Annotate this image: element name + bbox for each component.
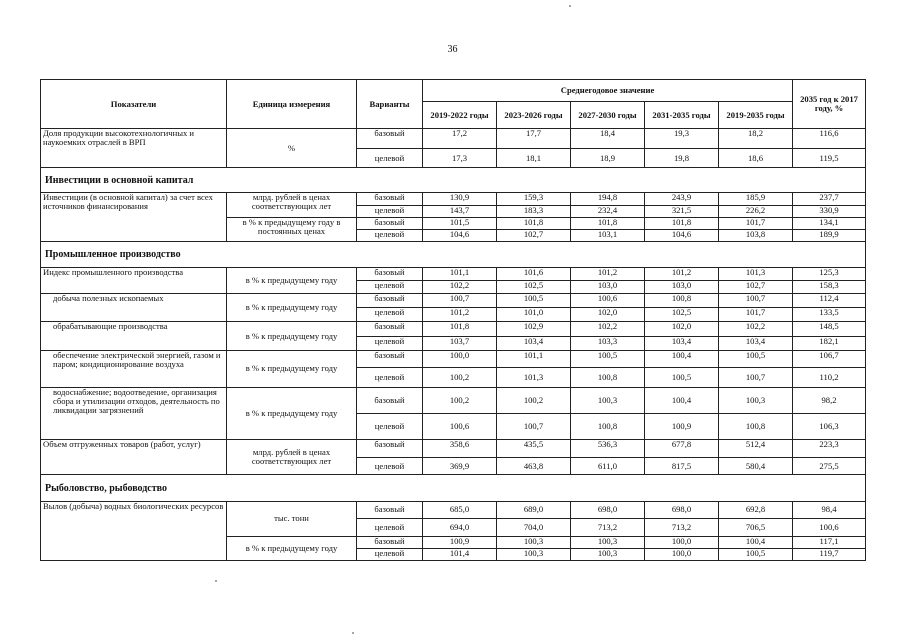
value-cell: 103,1	[571, 229, 645, 241]
table-row	[41, 440, 866, 457]
value-cell: 223,3	[793, 440, 866, 457]
value-cell: 713,2	[645, 519, 719, 536]
value-cell: 100,7	[719, 294, 793, 308]
section-row	[41, 168, 866, 193]
value-cell: 101,3	[719, 267, 793, 280]
unit-cell: в % к предыдущему году	[227, 267, 357, 293]
header-average: Среднегодовое значение	[423, 80, 793, 102]
value-cell: 100,3	[719, 387, 793, 413]
header-indicators: Показатели	[41, 80, 227, 129]
unit-cell: млрд. рублей в ценах соответствующих лет	[227, 440, 357, 475]
value-cell: 692,8	[719, 501, 793, 518]
value-cell: 18,2	[719, 129, 793, 149]
value-cell: 321,5	[645, 205, 719, 217]
value-cell: 18,4	[571, 129, 645, 149]
variant-cell: базовый	[357, 536, 423, 548]
variant-cell: целевой	[357, 205, 423, 217]
value-cell: 580,4	[719, 457, 793, 474]
value-cell: 100,3	[571, 387, 645, 413]
value-cell: 689,0	[497, 501, 571, 518]
value-cell: 102,2	[719, 322, 793, 336]
unit-cell: %	[227, 129, 357, 168]
value-cell: 102,2	[571, 322, 645, 336]
value-cell: 103,4	[719, 336, 793, 350]
value-cell: 102,5	[645, 308, 719, 322]
value-cell: 103,0	[645, 280, 719, 293]
value-cell: 100,9	[423, 536, 497, 548]
unit-cell: в % к предыдущему году в постоянных ценах	[227, 217, 357, 241]
table-row	[41, 129, 866, 149]
value-cell: 102,7	[497, 229, 571, 241]
value-cell: 100,5	[719, 548, 793, 560]
value-cell: 19,3	[645, 129, 719, 149]
value-cell: 100,5	[571, 350, 645, 367]
value-cell: 100,4	[645, 387, 719, 413]
value-cell: 103,4	[645, 336, 719, 350]
value-cell: 100,8	[571, 368, 645, 388]
forecast-table	[40, 79, 866, 561]
value-cell: 100,6	[793, 519, 866, 536]
value-cell: 100,0	[645, 548, 719, 560]
value-cell: 133,5	[793, 308, 866, 322]
value-cell: 698,0	[571, 501, 645, 518]
value-cell: 100,2	[497, 387, 571, 413]
variant-cell: целевой	[357, 229, 423, 241]
value-cell: 101,1	[497, 350, 571, 367]
row-label: обрабатывающие производства	[41, 322, 227, 350]
value-cell: 677,8	[645, 440, 719, 457]
value-cell: 101,2	[645, 267, 719, 280]
value-cell: 101,4	[423, 548, 497, 560]
value-cell: 102,9	[497, 322, 571, 336]
variant-cell: целевой	[357, 414, 423, 440]
table-row	[41, 501, 866, 518]
header-variants: Варианты	[357, 80, 423, 129]
value-cell: 100,7	[423, 294, 497, 308]
unit-cell: в % к предыдущему году	[227, 322, 357, 350]
value-cell: 102,2	[423, 280, 497, 293]
unit-cell: тыс. тонн	[227, 501, 357, 536]
value-cell: 106,3	[793, 414, 866, 440]
value-cell: 182,1	[793, 336, 866, 350]
variant-cell: базовый	[357, 294, 423, 308]
value-cell: 435,5	[497, 440, 571, 457]
value-cell: 116,6	[793, 129, 866, 149]
value-cell: 100,3	[571, 536, 645, 548]
value-cell: 713,2	[571, 519, 645, 536]
value-cell: 232,4	[571, 205, 645, 217]
value-cell: 100,5	[645, 368, 719, 388]
variant-cell: базовый	[357, 129, 423, 149]
value-cell: 100,0	[423, 350, 497, 367]
unit-cell: в % к предыдущему году	[227, 350, 357, 387]
unit-cell: в % к предыдущему году	[227, 536, 357, 560]
value-cell: 17,3	[423, 148, 497, 168]
value-cell: 369,9	[423, 457, 497, 474]
variant-cell: базовый	[357, 267, 423, 280]
header-period-2023-2026: 2023-2026 годы	[497, 102, 571, 129]
value-cell: 102,0	[571, 308, 645, 322]
value-cell: 100,7	[497, 414, 571, 440]
table-row	[41, 322, 866, 336]
variant-cell: целевой	[357, 280, 423, 293]
value-cell: 100,2	[423, 368, 497, 388]
scan-speck	[215, 580, 217, 582]
value-cell: 103,8	[719, 229, 793, 241]
value-cell: 101,0	[497, 308, 571, 322]
value-cell: 143,7	[423, 205, 497, 217]
value-cell: 243,9	[645, 193, 719, 205]
value-cell: 330,9	[793, 205, 866, 217]
value-cell: 183,3	[497, 205, 571, 217]
value-cell: 103,0	[571, 280, 645, 293]
value-cell: 100,5	[719, 350, 793, 367]
value-cell: 101,7	[719, 308, 793, 322]
row-label: водоснабжение; водоотведение, организация сбора и утилизации отходов, деятельность по ликвидации загрязнений	[41, 387, 227, 439]
value-cell: 158,3	[793, 280, 866, 293]
value-cell: 536,3	[571, 440, 645, 457]
variant-cell: целевой	[357, 457, 423, 474]
value-cell: 704,0	[497, 519, 571, 536]
table-row	[41, 350, 866, 367]
header-period-2027-2030: 2027-2030 годы	[571, 102, 645, 129]
section-row	[41, 475, 866, 501]
variant-cell: базовый	[357, 440, 423, 457]
value-cell: 101,2	[571, 267, 645, 280]
value-cell: 194,8	[571, 193, 645, 205]
value-cell: 17,2	[423, 129, 497, 149]
value-cell: 100,8	[719, 414, 793, 440]
value-cell: 694,0	[423, 519, 497, 536]
value-cell: 100,3	[497, 536, 571, 548]
variant-cell: базовый	[357, 217, 423, 229]
value-cell: 102,0	[645, 322, 719, 336]
value-cell: 100,3	[571, 548, 645, 560]
value-cell: 18,1	[497, 148, 571, 168]
variant-cell: целевой	[357, 148, 423, 168]
value-cell: 106,7	[793, 350, 866, 367]
value-cell: 100,3	[497, 548, 571, 560]
value-cell: 698,0	[645, 501, 719, 518]
value-cell: 101,2	[423, 308, 497, 322]
table-row	[41, 267, 866, 280]
table-row	[41, 193, 866, 205]
unit-cell: в % к предыдущему году	[227, 294, 357, 322]
value-cell: 100,6	[423, 414, 497, 440]
value-cell: 100,4	[645, 350, 719, 367]
variant-cell: базовый	[357, 193, 423, 205]
value-cell: 101,8	[423, 322, 497, 336]
value-cell: 101,7	[719, 217, 793, 229]
row-label: обеспечение электрической энергией, газом и паром; кондиционирование воздуха	[41, 350, 227, 387]
value-cell: 101,1	[423, 267, 497, 280]
header-period-2019-2022: 2019-2022 годы	[423, 102, 497, 129]
value-cell: 100,8	[645, 294, 719, 308]
unit-cell: в % к предыдущему году	[227, 387, 357, 439]
value-cell: 103,4	[497, 336, 571, 350]
value-cell: 103,7	[423, 336, 497, 350]
page-number: 36	[447, 44, 458, 55]
value-cell: 100,5	[497, 294, 571, 308]
scan-speck	[569, 5, 571, 7]
header-2035-vs-2017: 2035 год к 2017 году, %	[793, 80, 866, 129]
variant-cell: целевой	[357, 519, 423, 536]
variant-cell: базовый	[357, 387, 423, 413]
variant-cell: базовый	[357, 322, 423, 336]
variant-cell: базовый	[357, 350, 423, 367]
value-cell: 101,8	[571, 217, 645, 229]
value-cell: 101,8	[645, 217, 719, 229]
value-cell: 19,8	[645, 148, 719, 168]
value-cell: 706,5	[719, 519, 793, 536]
value-cell: 100,0	[645, 536, 719, 548]
value-cell: 103,3	[571, 336, 645, 350]
section-row	[41, 241, 866, 267]
value-cell: 101,5	[423, 217, 497, 229]
header-period-2019-2035: 2019-2035 годы	[719, 102, 793, 129]
value-cell: 611,0	[571, 457, 645, 474]
value-cell: 134,1	[793, 217, 866, 229]
value-cell: 100,4	[719, 536, 793, 548]
header-period-2031-2035: 2031-2035 годы	[645, 102, 719, 129]
value-cell: 18,6	[719, 148, 793, 168]
value-cell: 102,5	[497, 280, 571, 293]
value-cell: 159,3	[497, 193, 571, 205]
value-cell: 358,6	[423, 440, 497, 457]
variant-cell: целевой	[357, 336, 423, 350]
value-cell: 685,0	[423, 501, 497, 518]
value-cell: 130,9	[423, 193, 497, 205]
variant-cell: целевой	[357, 368, 423, 388]
header-unit: Единица измерения	[227, 80, 357, 129]
value-cell: 119,7	[793, 548, 866, 560]
value-cell: 117,1	[793, 536, 866, 548]
value-cell: 817,5	[645, 457, 719, 474]
value-cell: 100,6	[571, 294, 645, 308]
value-cell: 463,8	[497, 457, 571, 474]
value-cell: 189,9	[793, 229, 866, 241]
value-cell: 100,2	[423, 387, 497, 413]
section-title: Рыболовство, рыбоводство	[41, 475, 866, 501]
value-cell: 104,6	[423, 229, 497, 241]
row-label: Объем отгруженных товаров (работ, услуг)	[41, 440, 227, 475]
value-cell: 110,2	[793, 368, 866, 388]
value-cell: 104,6	[645, 229, 719, 241]
value-cell: 18,9	[571, 148, 645, 168]
value-cell: 119,5	[793, 148, 866, 168]
value-cell: 125,3	[793, 267, 866, 280]
table-row	[41, 387, 866, 413]
value-cell: 101,3	[497, 368, 571, 388]
variant-cell: целевой	[357, 308, 423, 322]
value-cell: 17,7	[497, 129, 571, 149]
table-row	[41, 294, 866, 308]
row-label: Вылов (добыча) водных биологических ресурсов	[41, 501, 227, 560]
scan-speck	[352, 632, 354, 634]
variant-cell: целевой	[357, 548, 423, 560]
row-label: добыча полезных ископаемых	[41, 294, 227, 322]
value-cell: 100,9	[645, 414, 719, 440]
section-title: Промышленное производство	[41, 241, 866, 267]
value-cell: 275,5	[793, 457, 866, 474]
row-label: Доля продукции высокотехнологичных и наукоемких отраслей в ВРП	[41, 129, 227, 168]
value-cell: 98,4	[793, 501, 866, 518]
row-label: Индекс промышленного производства	[41, 267, 227, 293]
value-cell: 101,8	[497, 217, 571, 229]
value-cell: 102,7	[719, 280, 793, 293]
value-cell: 101,6	[497, 267, 571, 280]
value-cell: 237,7	[793, 193, 866, 205]
value-cell: 98,2	[793, 387, 866, 413]
value-cell: 226,2	[719, 205, 793, 217]
row-label: Инвестиции (в основной капитал) за счет всех источников финансирования	[41, 193, 227, 241]
value-cell: 185,9	[719, 193, 793, 205]
section-title: Инвестиции в основной капитал	[41, 168, 866, 193]
unit-cell: млрд. рублей в ценах соответствующих лет	[227, 193, 357, 217]
variant-cell: базовый	[357, 501, 423, 518]
value-cell: 148,5	[793, 322, 866, 336]
value-cell: 512,4	[719, 440, 793, 457]
value-cell: 100,7	[719, 368, 793, 388]
value-cell: 112,4	[793, 294, 866, 308]
value-cell: 100,8	[571, 414, 645, 440]
